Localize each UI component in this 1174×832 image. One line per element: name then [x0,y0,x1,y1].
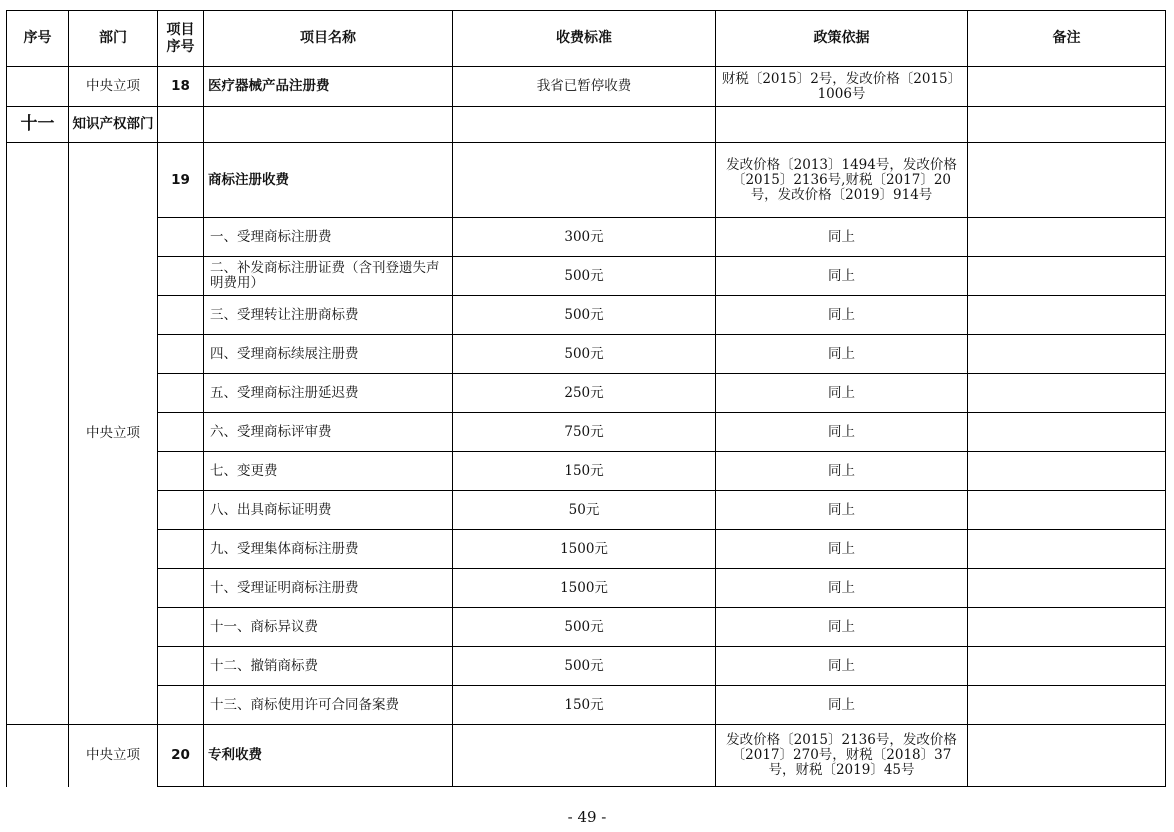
cell-item-name: 医疗器械产品注册费 [204,67,453,107]
empty-cell [968,335,1166,374]
sub-item-row [7,374,1166,413]
sub-item-policy: 同上 [716,296,968,335]
cell-seq [7,725,69,787]
sub-item-name: 一、受理商标注册费 [204,218,453,257]
sub-item-policy: 同上 [716,647,968,686]
sub-item-name: 二、补发商标注册证费（含刊登遗失声明费用） [204,257,453,296]
sub-item-row [7,569,1166,608]
empty-cell [968,608,1166,647]
header-row [7,11,1166,67]
empty-cell [158,257,204,296]
empty-cell [158,218,204,257]
empty-cell [158,374,204,413]
sub-item-policy: 同上 [716,686,968,725]
cell-item-name: 专利收费 [204,725,453,787]
sub-item-policy: 同上 [716,218,968,257]
cell-dept: 中央立项 [69,67,158,107]
sub-item-policy: 同上 [716,335,968,374]
sub-item-name: 七、变更费 [204,452,453,491]
empty-cell [158,107,204,143]
sub-item-row [7,413,1166,452]
cell-policy: 财税〔2015〕2号，发改价格〔2015〕1006号 [716,67,968,107]
sub-item-policy: 同上 [716,452,968,491]
header-remark: 备注 [968,11,1166,67]
empty-cell [968,107,1166,143]
header-item-seq: 项目 序号 [158,11,204,67]
sub-item-policy: 同上 [716,374,968,413]
sub-item-name: 四、受理商标续展注册费 [204,335,453,374]
table-row-19 [7,143,1166,218]
sub-item-policy: 同上 [716,608,968,647]
sub-item-row [7,218,1166,257]
cell-item-name: 商标注册收费 [204,143,453,218]
empty-cell [968,374,1166,413]
sub-item-standard: 300元 [453,218,716,257]
empty-cell [158,530,204,569]
cell-policy: 发改价格〔2015〕2136号，发改价格〔2017〕270号，财税〔2018〕37号，财税〔2019〕45号 [716,725,968,787]
sub-item-row [7,452,1166,491]
empty-cell [968,647,1166,686]
cell-item-seq: 18 [158,67,204,107]
sub-item-row [7,257,1166,296]
sub-item-name: 八、出具商标证明费 [204,491,453,530]
empty-cell [158,569,204,608]
sub-item-name: 十三、商标使用许可合同备案费 [204,686,453,725]
empty-cell [158,686,204,725]
sub-item-standard: 150元 [453,452,716,491]
sub-item-policy: 同上 [716,530,968,569]
sub-item-row [7,530,1166,569]
cell-dept: 中央立项 [69,725,158,787]
page-number: - 49 - [567,808,607,826]
cell-policy: 发改价格〔2013〕1494号，发改价格〔2015〕2136号,财税〔2017〕20号，发改价格〔2019〕914号 [716,143,968,218]
cell-remark [968,67,1166,107]
sub-item-name: 十一、商标异议费 [204,608,453,647]
sub-item-row [7,686,1166,725]
sub-item-standard: 150元 [453,686,716,725]
sub-item-standard: 750元 [453,413,716,452]
empty-cell [204,107,453,143]
empty-cell [158,335,204,374]
empty-cell [158,452,204,491]
cell-standard [453,143,716,218]
header-seq: 序号 [7,11,69,67]
sub-item-name: 六、受理商标评审费 [204,413,453,452]
cell-remark [968,725,1166,787]
sub-item-name: 三、受理转让注册商标费 [204,296,453,335]
cell-remark [968,143,1166,218]
sub-item-standard: 500元 [453,257,716,296]
section-dept: 知识产权部门 [69,107,158,143]
sub-item-standard: 250元 [453,374,716,413]
empty-cell [158,413,204,452]
sub-item-standard: 500元 [453,335,716,374]
empty-cell [968,686,1166,725]
fee-table [6,10,1166,787]
sub-item-row [7,647,1166,686]
sub-item-name: 十、受理证明商标注册费 [204,569,453,608]
empty-cell [158,296,204,335]
header-policy: 政策依据 [716,11,968,67]
section-seq: 十一 [7,107,69,143]
sub-item-row [7,608,1166,647]
header-dept: 部门 [69,11,158,67]
empty-cell [158,647,204,686]
sub-item-policy: 同上 [716,569,968,608]
table-row-20 [7,725,1166,787]
cell-seq [7,67,69,107]
empty-cell [968,296,1166,335]
empty-cell [968,491,1166,530]
sub-item-standard: 1500元 [453,530,716,569]
empty-cell [968,218,1166,257]
sub-item-standard: 500元 [453,296,716,335]
section-row-11 [7,107,1166,143]
sub-item-name: 五、受理商标注册延迟费 [204,374,453,413]
cell-seq-merged [7,143,69,725]
empty-cell [968,569,1166,608]
empty-cell [716,107,968,143]
sub-item-name: 九、受理集体商标注册费 [204,530,453,569]
sub-item-standard: 500元 [453,608,716,647]
empty-cell [453,107,716,143]
cell-item-seq: 20 [158,725,204,787]
cell-standard: 我省已暂停收费 [453,67,716,107]
sub-item-policy: 同上 [716,491,968,530]
sub-item-row [7,491,1166,530]
cell-item-seq: 19 [158,143,204,218]
sub-item-policy: 同上 [716,413,968,452]
cell-standard [453,725,716,787]
empty-cell [158,491,204,530]
cell-dept: 中央立项 [69,143,158,725]
empty-cell [158,608,204,647]
sub-item-row [7,335,1166,374]
table-row-18 [7,67,1166,107]
sub-item-standard: 1500元 [453,569,716,608]
empty-cell [968,452,1166,491]
header-item-name: 项目名称 [204,11,453,67]
sub-item-row [7,296,1166,335]
empty-cell [968,257,1166,296]
sub-item-policy: 同上 [716,257,968,296]
empty-cell [968,530,1166,569]
sub-item-standard: 50元 [453,491,716,530]
sub-item-name: 十二、撤销商标费 [204,647,453,686]
empty-cell [968,413,1166,452]
sub-item-standard: 500元 [453,647,716,686]
header-standard: 收费标准 [453,11,716,67]
